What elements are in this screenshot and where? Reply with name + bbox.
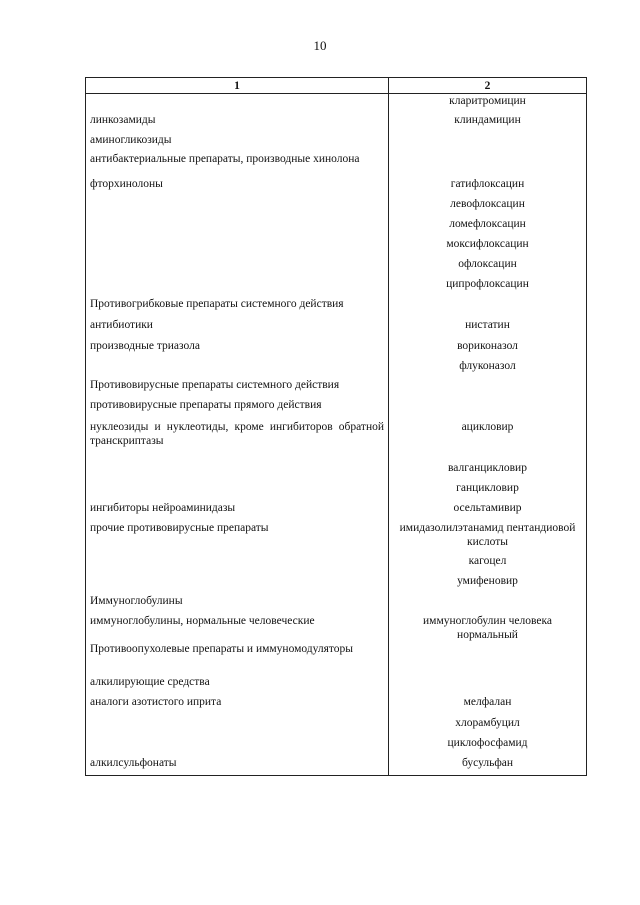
drug-name-cell bbox=[389, 398, 587, 420]
category-cell: производные триазола bbox=[86, 339, 389, 359]
table-row bbox=[86, 716, 587, 736]
drug-name-cell: офлоксацин bbox=[389, 257, 587, 277]
table-row bbox=[86, 297, 587, 318]
drug-name-cell: кларитромицин bbox=[389, 94, 587, 113]
drug-name-cell: кагоцел bbox=[389, 554, 587, 574]
category-cell: аналоги азотистого иприта bbox=[86, 695, 389, 716]
table-row bbox=[86, 736, 587, 756]
table-row bbox=[86, 695, 587, 716]
table-row bbox=[86, 481, 587, 501]
category-cell bbox=[86, 716, 389, 736]
category-cell: прочие противовирусные препараты bbox=[86, 521, 389, 554]
drug-name-cell: хлорамбуцил bbox=[389, 716, 587, 736]
category-cell bbox=[86, 461, 389, 481]
table-row bbox=[86, 420, 587, 461]
drug-name-cell bbox=[389, 642, 587, 675]
category-cell: Противогрибковые препараты системного действия bbox=[86, 297, 389, 318]
table-row bbox=[86, 398, 587, 420]
category-cell bbox=[86, 574, 389, 594]
column-header-1: 1 bbox=[86, 78, 389, 94]
table-row bbox=[86, 318, 587, 339]
category-cell: Иммуноглобулины bbox=[86, 594, 389, 614]
table-row bbox=[86, 378, 587, 398]
category-cell bbox=[86, 277, 389, 297]
drug-name-cell: валганцикловир bbox=[389, 461, 587, 481]
drug-table bbox=[85, 77, 587, 776]
category-cell bbox=[86, 217, 389, 237]
drug-name-cell: мелфалан bbox=[389, 695, 587, 716]
table-row bbox=[86, 554, 587, 574]
header-row bbox=[86, 78, 587, 94]
category-cell: Противоопухолевые препараты и иммуномодуляторы bbox=[86, 642, 389, 675]
table-row bbox=[86, 574, 587, 594]
category-cell: алкилирующие средства bbox=[86, 675, 389, 695]
drug-name-cell: циклофосфамид bbox=[389, 736, 587, 756]
table-row bbox=[86, 521, 587, 554]
drug-name-cell: моксифлоксацин bbox=[389, 237, 587, 257]
category-cell bbox=[86, 197, 389, 217]
category-cell: ингибиторы нейроаминидазы bbox=[86, 501, 389, 521]
table-body bbox=[86, 94, 587, 776]
table-row bbox=[86, 614, 587, 642]
table-row bbox=[86, 177, 587, 197]
drug-name-cell bbox=[389, 594, 587, 614]
table-row bbox=[86, 359, 587, 378]
drug-name-cell: левофлоксацин bbox=[389, 197, 587, 217]
table-row bbox=[86, 133, 587, 152]
table-row bbox=[86, 501, 587, 521]
drug-name-cell: вориконазол bbox=[389, 339, 587, 359]
category-cell bbox=[86, 237, 389, 257]
category-cell: фторхинолоны bbox=[86, 177, 389, 197]
drug-name-cell: ганцикловир bbox=[389, 481, 587, 501]
drug-name-cell: бусульфан bbox=[389, 756, 587, 776]
table-row bbox=[86, 197, 587, 217]
drug-name-cell bbox=[389, 378, 587, 398]
drug-name-cell: имидазолилэтанамид пентандиовой кислоты bbox=[389, 521, 587, 554]
drug-name-cell: осельтамивир bbox=[389, 501, 587, 521]
category-cell: иммуноглобулины, нормальные человеческие bbox=[86, 614, 389, 642]
table-row bbox=[86, 756, 587, 776]
drug-name-cell: иммуноглобулин человека нормальный bbox=[389, 614, 587, 642]
table-row bbox=[86, 217, 587, 237]
drug-name-cell: клиндамицин bbox=[389, 113, 587, 133]
category-cell bbox=[86, 736, 389, 756]
category-cell: линкозамиды bbox=[86, 113, 389, 133]
table-row bbox=[86, 594, 587, 614]
table-row bbox=[86, 277, 587, 297]
drug-name-cell: нистатин bbox=[389, 318, 587, 339]
drug-name-cell: ломефлоксацин bbox=[389, 217, 587, 237]
table-row bbox=[86, 642, 587, 675]
drug-name-cell: флуконазол bbox=[389, 359, 587, 378]
category-cell: антибиотики bbox=[86, 318, 389, 339]
drug-name-cell bbox=[389, 133, 587, 152]
drug-name-cell bbox=[389, 297, 587, 318]
category-cell bbox=[86, 359, 389, 378]
drug-name-cell: гатифлоксацин bbox=[389, 177, 587, 197]
category-cell bbox=[86, 554, 389, 574]
drug-name-cell: умифеновир bbox=[389, 574, 587, 594]
table-row bbox=[86, 152, 587, 177]
category-cell: аминогликозиды bbox=[86, 133, 389, 152]
drug-name-cell bbox=[389, 675, 587, 695]
table-row bbox=[86, 339, 587, 359]
column-header-2: 2 bbox=[389, 78, 587, 94]
table-row bbox=[86, 113, 587, 133]
category-cell: Противовирусные препараты системного действия bbox=[86, 378, 389, 398]
category-cell bbox=[86, 481, 389, 501]
category-cell: антибактериальные препараты, производные хинолона bbox=[86, 152, 389, 177]
drug-name-cell bbox=[389, 152, 587, 177]
table-row bbox=[86, 94, 587, 113]
category-cell: нуклеозиды и нуклеотиды, кроме ингибиторов обратной транскриптазы bbox=[86, 420, 389, 461]
table-row bbox=[86, 675, 587, 695]
drug-name-cell: ацикловир bbox=[389, 420, 587, 461]
category-cell: алкилсульфонаты bbox=[86, 756, 389, 776]
category-cell bbox=[86, 257, 389, 277]
category-cell bbox=[86, 94, 389, 113]
drug-name-cell: ципрофлоксацин bbox=[389, 277, 587, 297]
page-number: 10 bbox=[313, 38, 327, 53]
table-row bbox=[86, 237, 587, 257]
category-cell: противовирусные препараты прямого действия bbox=[86, 398, 389, 420]
table-row bbox=[86, 257, 587, 277]
table-row bbox=[86, 461, 587, 481]
